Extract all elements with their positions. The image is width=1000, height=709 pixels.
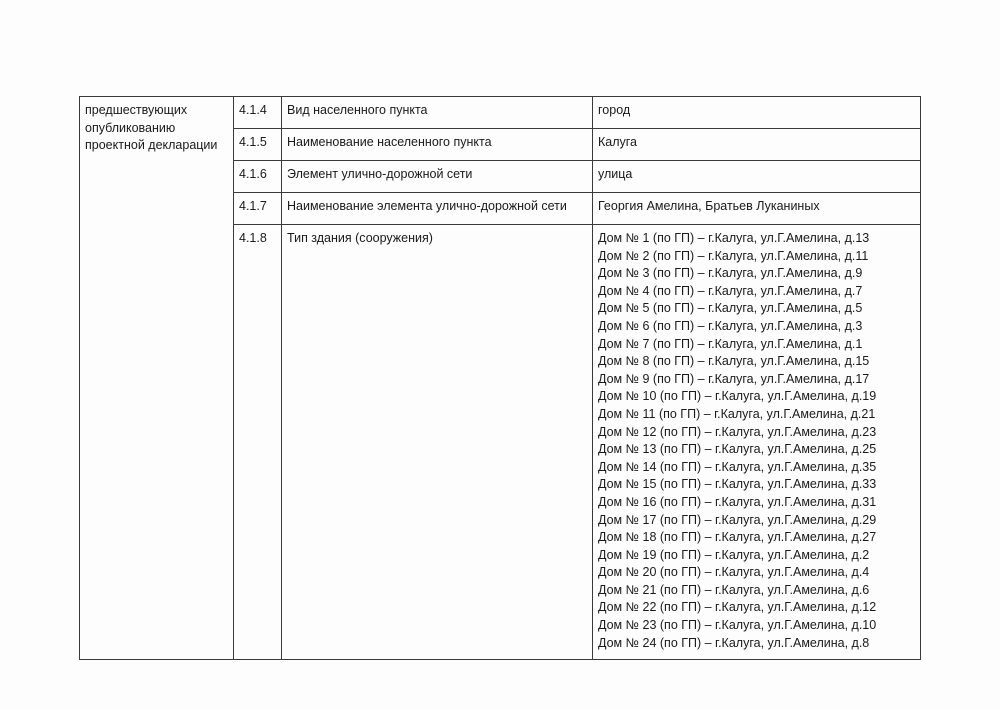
house-line: Дом № 3 (по ГП) – г.Калуга, ул.Г.Амелина, д.9 [598, 266, 863, 281]
declaration-table [79, 96, 921, 660]
house-line: Дом № 14 (по ГП) – г.Калуга, ул.Г.Амелина, д.35 [598, 459, 877, 474]
row-code: 4.1.6 [234, 161, 282, 193]
section-label: предшествующих опубликованию проектной декларации [85, 103, 218, 153]
row-code: 4.1.4 [234, 97, 282, 129]
house-line: Дом № 7 (по ГП) – г.Калуга, ул.Г.Амелина, д.1 [598, 336, 863, 351]
house-line: Дом № 23 (по ГП) – г.Калуга, ул.Г.Амелина, д.10 [598, 618, 877, 633]
house-line: Дом № 11 (по ГП) – г.Калуга, ул.Г.Амелина, д.21 [598, 406, 876, 421]
house-line: Дом № 18 (по ГП) – г.Калуга, ул.Г.Амелина, д.27 [598, 530, 877, 545]
row-name: Наименование населенного пункта [282, 129, 593, 161]
house-line: Дом № 6 (по ГП) – г.Калуга, ул.Г.Амелина, д.3 [598, 318, 863, 333]
row-value: город [593, 97, 921, 129]
row-code: 4.1.5 [234, 129, 282, 161]
row-value: улица [593, 161, 921, 193]
house-line: Дом № 16 (по ГП) – г.Калуга, ул.Г.Амелина, д.31 [598, 494, 877, 509]
row-value: Георгия Амелина, Братьев Луканиных [593, 193, 921, 225]
house-line: Дом № 10 (по ГП) – г.Калуга, ул.Г.Амелина, д.19 [598, 389, 877, 404]
row-name: Элемент улично-дорожной сети [282, 161, 593, 193]
house-line: Дом № 5 (по ГП) – г.Калуга, ул.Г.Амелина, д.5 [598, 301, 863, 316]
house-line: Дом № 21 (по ГП) – г.Калуга, ул.Г.Амелина, д.6 [598, 582, 870, 597]
house-line: Дом № 2 (по ГП) – г.Калуга, ул.Г.Амелина, д.11 [598, 248, 869, 263]
house-line: Дом № 19 (по ГП) – г.Калуга, ул.Г.Амелина, д.2 [598, 547, 870, 562]
house-line: Дом № 15 (по ГП) – г.Калуга, ул.Г.Амелина, д.33 [598, 477, 877, 492]
section-label-cell [80, 97, 234, 660]
house-line: Дом № 17 (по ГП) – г.Калуга, ул.Г.Амелина, д.29 [598, 512, 877, 527]
house-list-cell [593, 225, 921, 660]
house-line: Дом № 12 (по ГП) – г.Калуга, ул.Г.Амелина, д.23 [598, 424, 877, 439]
house-line: Дом № 24 (по ГП) – г.Калуга, ул.Г.Амелина, д.8 [598, 635, 870, 650]
house-line: Дом № 9 (по ГП) – г.Калуга, ул.Г.Амелина, д.17 [598, 371, 870, 386]
row-value: Калуга [593, 129, 921, 161]
row-name: Вид населенного пункта [282, 97, 593, 129]
row-code: 4.1.7 [234, 193, 282, 225]
house-line: Дом № 20 (по ГП) – г.Калуга, ул.Г.Амелина, д.4 [598, 565, 870, 580]
row-name: Наименование элемента улично-дорожной сети [282, 193, 593, 225]
row-code: 4.1.8 [234, 225, 282, 660]
table-row [80, 97, 921, 129]
house-line: Дом № 4 (по ГП) – г.Калуга, ул.Г.Амелина, д.7 [598, 283, 863, 298]
house-line: Дом № 1 (по ГП) – г.Калуга, ул.Г.Амелина, д.13 [598, 231, 870, 245]
house-line: Дом № 22 (по ГП) – г.Калуга, ул.Г.Амелина, д.12 [598, 600, 877, 615]
house-line: Дом № 13 (по ГП) – г.Калуга, ул.Г.Амелина, д.25 [598, 442, 877, 457]
house-line: Дом № 8 (по ГП) – г.Калуга, ул.Г.Амелина, д.15 [598, 354, 870, 369]
row-name: Тип здания (сооружения) [282, 225, 593, 660]
